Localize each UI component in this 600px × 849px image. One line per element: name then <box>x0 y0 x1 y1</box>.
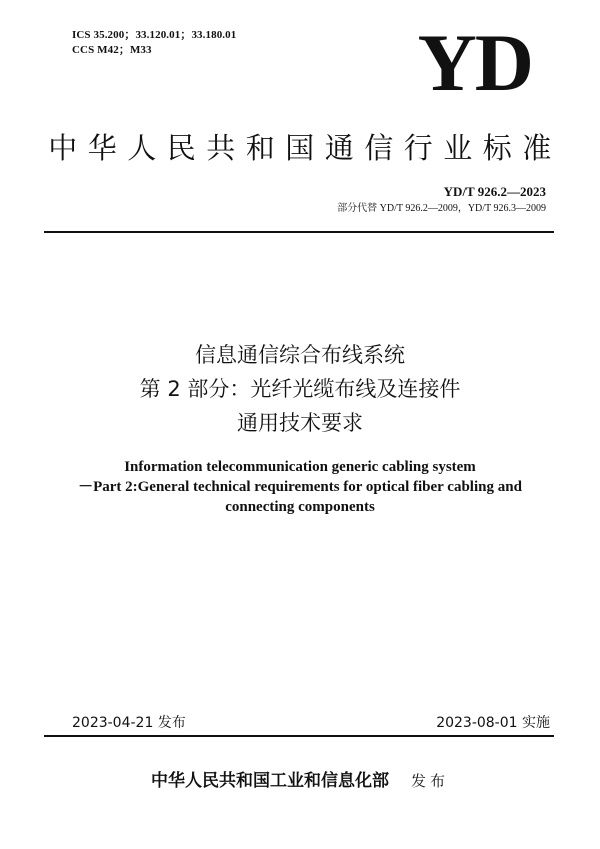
yd-logo: YD <box>417 17 532 108</box>
ccs-code: CCS M42；M33 <box>72 44 152 56</box>
title-zh-line-3: 通用技术要求 <box>237 411 363 435</box>
publisher <box>0 770 600 792</box>
issue-date: 2023-04-21 发布 <box>72 715 186 731</box>
implement-date: 2023-08-01 实施 <box>436 715 550 731</box>
ics-code: ICS 35.200；33.120.01；33.180.01 <box>72 29 237 41</box>
top-divider <box>44 231 554 233</box>
standard-number: YD/T 926.2—2023 <box>443 184 546 199</box>
title-en-line-2: －Part 2:General technical requirements for optical fiber cabling and <box>78 479 522 495</box>
title-zh-line-1: 信息通信综合布线系统 <box>195 343 405 367</box>
bottom-divider <box>44 735 554 737</box>
title-zh-line-2: 第 2 部分：光纤光缆布线及连接件 <box>139 377 461 401</box>
industry-standard-heading: 中华人民共和国通信行业标准 <box>48 131 562 165</box>
title-en-line-1: Information telecommunication generic cabling system <box>124 459 476 475</box>
publish-action: 发布 <box>410 772 449 790</box>
title-en-line-3: connecting components <box>225 499 375 515</box>
publisher-name: 中华人民共和国工业和信息化部 <box>150 771 389 791</box>
replaces-note: 部分代替 YD/T 926.2—2009，YD/T 926.3—2009 <box>337 203 546 214</box>
classification-codes <box>72 28 236 58</box>
